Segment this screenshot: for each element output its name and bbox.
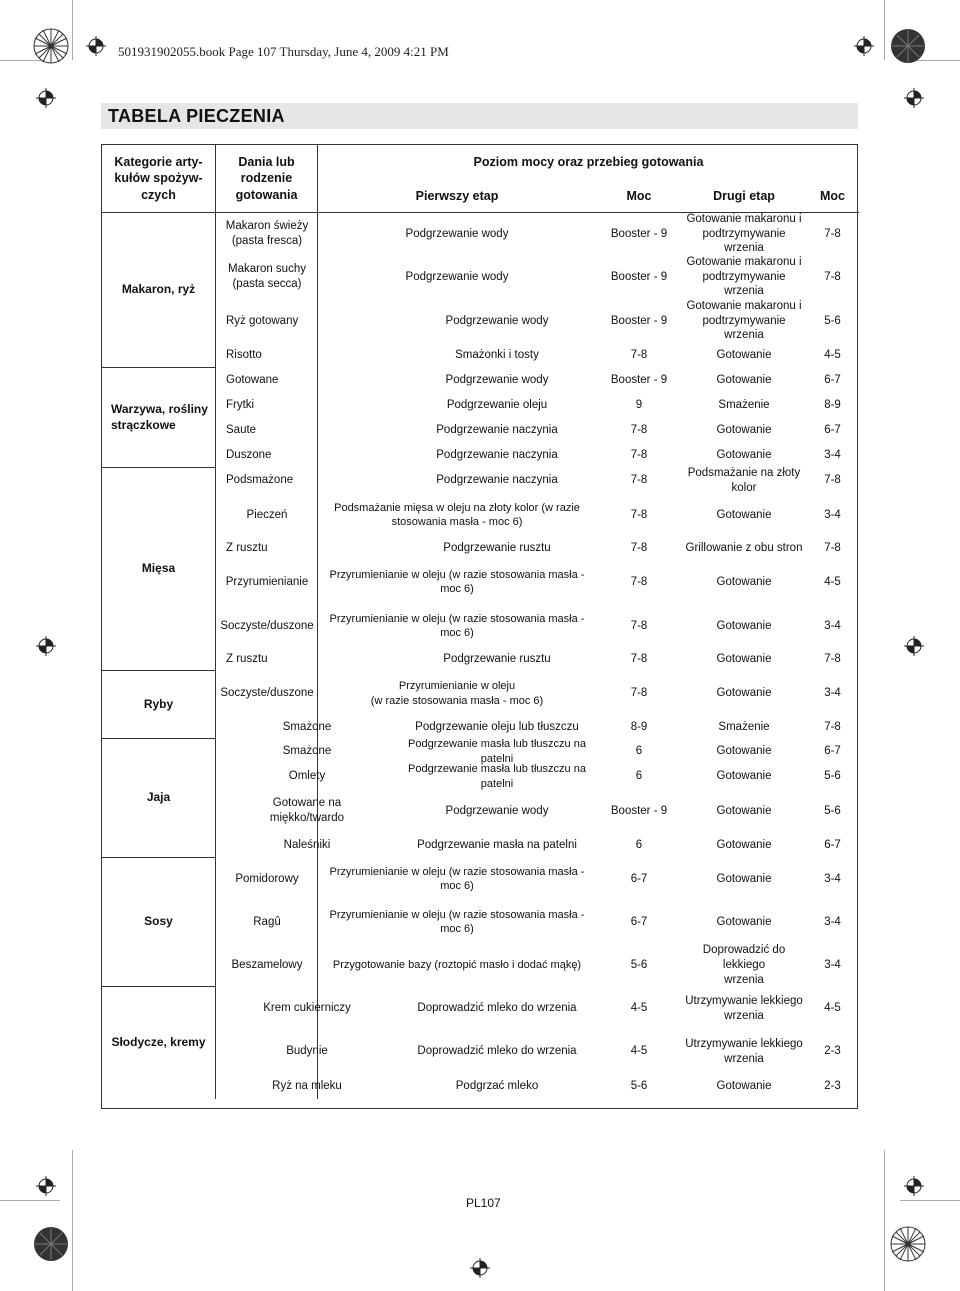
crosshair-registration-icon — [86, 36, 106, 56]
table-cell-dish: Soczyste/duszone — [220, 687, 314, 700]
table-cell-first-stage: Podgrzewanie rusztu — [443, 653, 551, 666]
table-cell-second-stage: Gotowanie — [716, 872, 772, 885]
table-cell-dish: Duszone — [226, 449, 272, 462]
table-cell-dish: Naleśniki — [283, 839, 331, 852]
title-bar — [101, 103, 858, 129]
table-cell-first-stage: Podgrzewanie wody — [405, 227, 509, 240]
table-cell-first-stage: Podgrzewanie oleju — [446, 399, 548, 412]
crosshair-registration-icon — [470, 1258, 490, 1278]
table-cell-power-2: 5-6 — [824, 804, 841, 817]
table-cell-dish: Przyrumienianie — [225, 575, 309, 588]
table-cell-dish: Z rusztu — [226, 542, 268, 555]
table-cell-first-stage: Podgrzewanie naczynia — [436, 449, 558, 462]
table-cell-power-1: 7-8 — [630, 508, 648, 521]
table-cell-power-2: 5-6 — [824, 314, 841, 327]
table-cell-power-1: 7-8 — [630, 653, 648, 666]
table-cell-first-stage: Smażonki i tosty — [455, 349, 539, 362]
table-cell-power-2: 4-5 — [824, 1002, 841, 1015]
header-first-stage: Pierwszy etap — [318, 180, 596, 213]
table-cell-first-stage: Podgrzewanie naczynia — [436, 424, 558, 437]
dark-registration-circle-icon — [33, 1226, 69, 1262]
table-cell-dish: Frytki — [226, 399, 255, 412]
crosshair-registration-icon — [36, 636, 56, 656]
table-cell-dish: Ragû — [253, 915, 281, 928]
category-jaja: Jaja — [102, 739, 216, 858]
header-power-group: Poziom mocy oraz przebieg gotowania — [473, 155, 704, 170]
table-cell-power-1: 7-8 — [630, 542, 648, 555]
table-cell-second-stage: Utrzymywanie lekkiego wrzenia — [685, 1037, 803, 1065]
table-cell-power-1: 6 — [635, 745, 643, 758]
table-cell-second-stage: Gotowanie makaronu i podtrzymywanie wrzenia — [686, 212, 802, 255]
table-cell-power-2: 7-8 — [824, 270, 841, 283]
category-miesa: Mięsa — [102, 468, 216, 671]
table-cell-power-1: 7-8 — [630, 575, 648, 588]
table-cell-first-stage: Przyrumienianie w oleju (w razie stosowania masła - moc 6) — [329, 908, 585, 935]
table-cell-power-1: 7-8 — [630, 349, 648, 362]
dark-registration-circle-icon — [890, 28, 926, 64]
header-dish: Dania lub rodzenie gotowania — [216, 145, 318, 213]
table-cell-dish: Beszamelowy — [231, 959, 303, 972]
table-cell-power-2: 7-8 — [824, 721, 841, 734]
table-cell-first-stage: Podsmażanie mięsa w oleju na złoty kolor (w razie stosowania masła - moc 6) — [334, 501, 580, 528]
table-cell-second-stage: Gotowanie — [716, 349, 772, 362]
table-cell-power-2: 8-9 — [824, 399, 841, 412]
table-cell-dish: Pomidorowy — [235, 872, 299, 885]
table-cell-first-stage: Przyrumienianie w oleju (w razie stosowania masła - moc 6) — [329, 568, 585, 595]
crosshair-registration-icon — [904, 88, 924, 108]
table-cell-power-1: 5-6 — [630, 959, 648, 972]
table-cell-second-stage: Gotowanie — [716, 745, 772, 758]
table-cell-first-stage: Przyrumienianie w oleju (w razie stosowania masła - moc 6) — [370, 680, 544, 707]
table-cell-dish: Smażone — [282, 721, 332, 734]
table-cell-first-stage: Podgrzewanie masła lub tłuszczu na patelni — [408, 738, 586, 765]
table-cell-second-stage: Gotowanie — [716, 619, 772, 632]
table-cell-second-stage: Gotowanie — [716, 449, 772, 462]
table-cell-power-2: 2-3 — [824, 1079, 841, 1092]
header-second-stage: Drugi etap — [682, 180, 806, 213]
crop-mark — [884, 1150, 885, 1291]
table-cell-power-1: Booster - 9 — [610, 270, 668, 283]
table-cell-second-stage: Gotowanie — [716, 770, 772, 783]
table-cell-power-1: 7-8 — [630, 424, 648, 437]
table-cell-first-stage: Podgrzewanie wody — [405, 270, 509, 283]
table-cell-second-stage: Gotowanie — [716, 839, 772, 852]
table-cell-dish: Pieczeń — [246, 508, 288, 521]
table-cell-power-1: 6-7 — [630, 915, 648, 928]
table-cell-power-1: 7-8 — [630, 449, 648, 462]
table-cell-power-1: 6 — [635, 839, 643, 852]
table-cell-second-stage: Smażenie — [718, 399, 770, 412]
table-cell-second-stage: Gotowanie — [716, 424, 772, 437]
page-title: TABELA PIECZENIA — [108, 106, 285, 126]
crop-mark — [0, 1200, 60, 1201]
table-cell-power-1: 4-5 — [630, 1002, 648, 1015]
table-cell-dish: Podsmażone — [226, 474, 294, 487]
table-cell-power-2: 7-8 — [824, 227, 841, 240]
category-slodycze: Słodycze, kremy — [102, 987, 216, 1099]
crop-mark — [884, 0, 885, 60]
table-cell-power-1: 7-8 — [630, 687, 648, 700]
table-cell-first-stage: Doprowadzić mleko do wrzenia — [417, 1045, 577, 1058]
table-cell-first-stage: Przyrumienianie w oleju (w razie stosowania masła - moc 6) — [329, 865, 585, 892]
table-cell-second-stage: Gotowanie — [716, 804, 772, 817]
table-cell-power-1: Booster - 9 — [610, 374, 668, 387]
table-cell-dish: Krem cukierniczy — [263, 1002, 351, 1015]
table-cell-dish: Soczyste/duszone — [220, 619, 314, 632]
table-cell-second-stage: Gotowanie — [716, 374, 772, 387]
table-cell-power-2: 6-7 — [824, 839, 841, 852]
table-cell-power-2: 2-3 — [824, 1045, 841, 1058]
page-header-line: 501931902055.book Page 107 Thursday, June 4, 2009 4:21 PM — [118, 44, 449, 59]
table-cell-second-stage: Gotowanie makaronu i podtrzymywanie wrzenia — [686, 299, 802, 342]
table-cell-power-2: 3-4 — [824, 449, 841, 462]
table-cell-second-stage: Gotowanie — [716, 915, 772, 928]
table-cell-dish: Z rusztu — [226, 653, 268, 666]
table-cell-dish: Saute — [226, 424, 257, 437]
starburst-registration-icon — [33, 28, 69, 64]
table-cell-power-1: 9 — [635, 399, 643, 412]
table-cell-power-1: 7-8 — [630, 474, 648, 487]
table-cell-power-1: 8-9 — [630, 721, 648, 734]
table-cell-power-2: 4-5 — [824, 575, 841, 588]
table-cell-dish: Makaron świeży (pasta fresca) — [225, 220, 309, 247]
table-cell-power-2: 3-4 — [824, 959, 841, 972]
crop-mark — [72, 0, 73, 60]
table-cell-power-2: 7-8 — [824, 542, 841, 555]
category-warzywa: Warzywa, rośliny strączkowe — [102, 368, 216, 468]
table-cell-first-stage: Podgrzewanie masła na patelni — [417, 839, 577, 852]
table-cell-second-stage: Podsmażanie na złoty kolor — [687, 466, 801, 494]
table-cell-power-2: 3-4 — [824, 915, 841, 928]
header-power-2: Moc — [806, 180, 859, 213]
table-cell-first-stage: Podgrzewanie oleju lub tłuszczu — [415, 721, 579, 734]
table-cell-power-2: 5-6 — [824, 770, 841, 783]
table-cell-dish: Budynie — [286, 1045, 328, 1058]
table-cell-power-1: 6 — [635, 770, 643, 783]
category-sosy: Sosy — [102, 858, 216, 987]
table-cell-power-1: 5-6 — [630, 1079, 648, 1092]
table-cell-first-stage: Podgrzewanie wody — [445, 314, 549, 327]
table-cell-first-stage: Podgrzewanie wody — [445, 374, 549, 387]
table-cell-power-1: Booster - 9 — [610, 227, 668, 240]
crosshair-registration-icon — [36, 1176, 56, 1196]
crosshair-registration-icon — [854, 36, 874, 56]
table-cell-second-stage: Doprowadzić do lekkiego wrzenia — [702, 944, 786, 986]
table-cell-dish: Smażone — [282, 745, 332, 758]
table-cell-second-stage: Gotowanie — [716, 575, 772, 588]
table-cell-first-stage: Podgrzewanie masła lub tłuszczu na patelni — [408, 763, 586, 790]
table-cell-power-1: Booster - 9 — [610, 804, 668, 817]
table-cell-power-2: 3-4 — [824, 687, 841, 700]
table-cell-power-1: 6-7 — [630, 872, 648, 885]
table-cell-second-stage: Utrzymywanie lekkiego wrzenia — [685, 994, 803, 1022]
crosshair-registration-icon — [904, 636, 924, 656]
table-cell-first-stage: Podgrzać mleko — [455, 1079, 539, 1092]
table-cell-second-stage: Gotowanie — [716, 508, 772, 521]
table-cell-dish: Makaron suchy (pasta secca) — [228, 263, 306, 290]
table-cell-first-stage: Podgrzewanie wody — [445, 804, 549, 817]
crop-mark — [900, 1200, 960, 1201]
table-cell-dish: Ryż na mleku — [272, 1079, 342, 1092]
cooking-table — [101, 144, 858, 1109]
table-cell-second-stage: Grillowanie z obu stron — [685, 542, 803, 555]
category-ryby: Ryby — [102, 671, 216, 739]
table-cell-dish: Omlety — [288, 770, 326, 783]
table-cell-first-stage: Przyrumienianie w oleju (w razie stosowania masła - moc 6) — [329, 612, 585, 639]
category-makaron: Makaron, ryż — [102, 213, 216, 368]
crop-mark — [72, 1150, 73, 1291]
table-cell-second-stage: Gotowanie makaronu i podtrzymywanie wrzenia — [686, 255, 802, 298]
crosshair-registration-icon — [36, 88, 56, 108]
table-cell-power-2: 6-7 — [824, 374, 841, 387]
table-cell-power-2: 3-4 — [824, 508, 841, 521]
table-cell-dish: Risotto — [226, 349, 262, 362]
table-cell-power-2: 7-8 — [824, 653, 841, 666]
table-cell-second-stage: Gotowanie — [716, 687, 772, 700]
table-cell-power-2: 6-7 — [824, 424, 841, 437]
table-cell-power-1: 7-8 — [630, 619, 648, 632]
table-cell-dish: Gotowane na miękko/twardo — [269, 797, 345, 824]
table-cell-power-2: 3-4 — [824, 872, 841, 885]
table-cell-power-1: 4-5 — [630, 1045, 648, 1058]
table-cell-power-2: 4-5 — [824, 349, 841, 362]
table-cell-first-stage: Podgrzewanie naczynia — [436, 474, 558, 487]
table-cell-first-stage: Doprowadzić mleko do wrzenia — [417, 1002, 577, 1015]
table-cell-second-stage: Smażenie — [718, 721, 770, 734]
table-cell-second-stage: Gotowanie — [716, 1079, 772, 1092]
table-cell-dish: Ryż gotowany — [226, 314, 299, 327]
page-number: PL107 — [466, 1196, 501, 1210]
table-cell-dish: Gotowane — [226, 374, 279, 387]
header-power-1: Moc — [596, 180, 682, 213]
header-category: Kategorie arty- kułów spożyw- czych — [102, 145, 216, 213]
table-cell-power-1: Booster - 9 — [610, 314, 668, 327]
table-cell-power-2: 6-7 — [824, 745, 841, 758]
table-cell-second-stage: Gotowanie — [716, 653, 772, 666]
starburst-registration-icon — [890, 1226, 926, 1262]
table-cell-first-stage: Przygotowanie bazy (roztopić masło i dodać mąkę) — [332, 959, 582, 972]
table-cell-first-stage: Podgrzewanie rusztu — [443, 542, 551, 555]
table-cell-power-2: 3-4 — [824, 619, 841, 632]
table-cell-power-2: 7-8 — [824, 474, 841, 487]
crosshair-registration-icon — [904, 1176, 924, 1196]
